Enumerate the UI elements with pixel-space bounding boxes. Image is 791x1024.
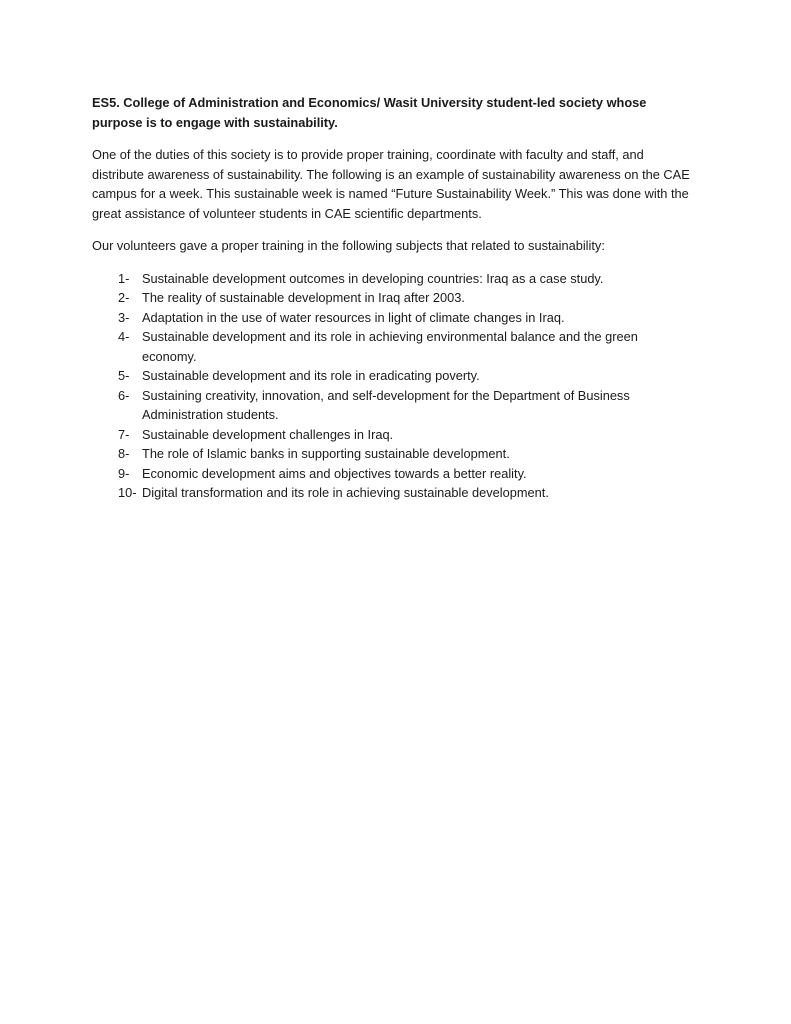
list-item-number: 10- bbox=[118, 485, 137, 500]
list-item-text: Adaptation in the use of water resources in light of climate changes in Iraq. bbox=[142, 309, 565, 325]
list-item-number: 9- bbox=[118, 465, 130, 481]
list-item bbox=[118, 327, 695, 366]
list-item-number: 6- bbox=[118, 387, 130, 403]
list-item bbox=[118, 288, 695, 308]
list-item bbox=[118, 269, 695, 289]
list-item-text: Sustainable development and its role in eradicating poverty. bbox=[142, 368, 480, 383]
list-item-text: Sustainable development outcomes in developing countries: Iraq as a case study. bbox=[142, 270, 604, 286]
list-item bbox=[118, 444, 695, 464]
document-heading: ES5. College of Administration and Economics/ Wasit University student-led society whose purpose is to engage with sustainability. bbox=[92, 95, 647, 130]
list-item-text: Economic development aims and objectives towards a better reality. bbox=[142, 465, 527, 481]
list-item bbox=[118, 308, 695, 328]
list-item-number: 5- bbox=[118, 368, 130, 383]
list-item-text: Digital transformation and its role in achieving sustainable development. bbox=[142, 485, 549, 500]
list-item-text: Sustaining creativity, innovation, and self-development for the Department of Business Administration students. bbox=[142, 387, 630, 422]
list-item-number: 4- bbox=[118, 329, 130, 344]
paragraph-society-duties: One of the duties of this society is to provide proper training, coordinate with faculty and staff, and distribute awareness of sustainability. The following is an example of sustainability awareness on the CAE campus for a week. This sustainable week is named “Future Sustainability Week.” This was done with the great assistance of volunteer students in CAE scientific departments. bbox=[92, 147, 690, 221]
list-item-text: The reality of sustainable development in Iraq after 2003. bbox=[142, 290, 465, 305]
list-item-number: 2- bbox=[118, 290, 130, 305]
list-item bbox=[118, 425, 695, 445]
list-item bbox=[118, 366, 695, 386]
list-item-number: 3- bbox=[118, 309, 130, 325]
list-item-number: 8- bbox=[118, 446, 130, 461]
list-item-text: Sustainable development and its role in achieving environmental balance and the green economy. bbox=[142, 329, 638, 364]
list-item-number: 7- bbox=[118, 426, 130, 442]
list-item bbox=[118, 483, 695, 503]
list-item-number: 1- bbox=[118, 270, 130, 286]
list-item bbox=[118, 464, 695, 484]
list-item-text: The role of Islamic banks in supporting sustainable development. bbox=[142, 446, 510, 461]
paragraph-list-intro: Our volunteers gave a proper training in the following subjects that related to sustainability: bbox=[92, 238, 605, 253]
list-item bbox=[118, 386, 695, 425]
list-item-text: Sustainable development challenges in Iraq. bbox=[142, 426, 394, 442]
training-subjects-list bbox=[118, 269, 695, 503]
